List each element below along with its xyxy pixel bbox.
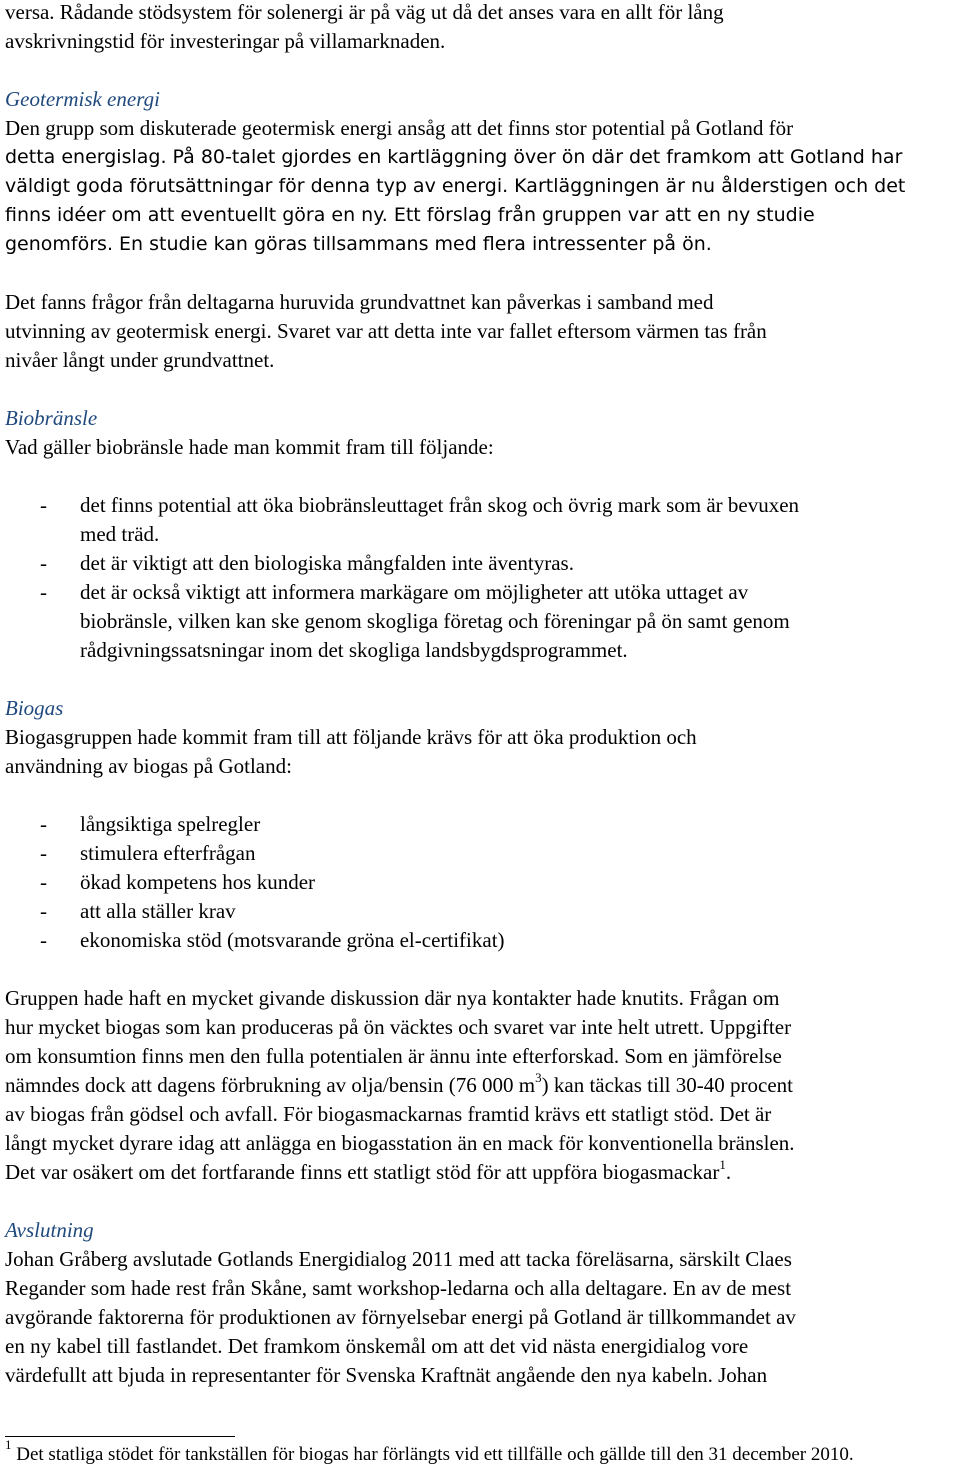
biogas-intro-line-1: Biogasgruppen hade kommit fram till att följande krävs för att öka produktion och — [5, 725, 697, 749]
document-page — [5, 0, 957, 1390]
heading-geotermisk: Geotermisk energi — [5, 87, 160, 111]
list-item-text: med träd. — [80, 522, 160, 546]
biogas-intro-line-2: användning av biogas på Gotland: — [5, 754, 292, 778]
footnote-reference[interactable]: 1 — [719, 1157, 726, 1172]
intro-line-1: versa. Rådande stödsystem för solenergi är på väg ut då det anses vara en allt för lång — [5, 0, 724, 24]
heading-biogas: Biogas — [5, 696, 64, 720]
biogas-p-line-1: Gruppen hade haft en mycket givande diskussion där nya kontakter hade knutits. Frågan om — [5, 986, 780, 1010]
list-dash: - — [40, 841, 47, 865]
list-item — [5, 549, 957, 578]
list-dash: - — [40, 928, 47, 952]
list-item-text: stimulera efterfrågan — [80, 841, 256, 865]
list-item — [5, 839, 957, 868]
biogas-p-line-7 — [5, 1158, 957, 1187]
heading-biobransle: Biobränsle — [5, 406, 98, 430]
biogas-p-line-3: om konsumtion finns men den fulla potentialen är ännu inte efterforskad. Som en jämförelse — [5, 1044, 782, 1068]
geo-p1-line-1: Den grupp som diskuterade geotermisk energi ansåg att det finns stor potential på Gotland för — [5, 116, 794, 140]
footnote-mark: 1 — [5, 1436, 12, 1452]
avslutning-line-2: Regander som hade rest från Skåne, samt workshop-ledarna och alla deltagare. En av de mest — [5, 1276, 792, 1300]
list-item — [5, 897, 957, 926]
avslutning-line-1: Johan Gråberg avslutade Gotlands Energidialog 2011 med att tacka föreläsarna, särskilt Claes — [5, 1247, 792, 1271]
biogas-p-line-4 — [5, 1071, 957, 1100]
list-item-text: rådgivningssatsningar inom det skogliga landsbygdsprogrammet. — [80, 638, 628, 662]
list-dash: - — [40, 580, 47, 604]
footnote — [5, 1436, 854, 1467]
list-dash: - — [40, 551, 47, 575]
geo-p1-line-2: detta energislag. På 80-talet gjordes en kartläggning över ön där det framkom att Gotland har — [5, 146, 903, 168]
list-dash: - — [40, 899, 47, 923]
list-item-text: det är också viktigt att informera markägare om möjligheter att utöka uttaget av — [80, 580, 749, 604]
list-item-text: att alla ställer krav — [80, 899, 236, 923]
text-segment: Det var osäkert om det fortfarande finns ett statligt stöd för att uppföra biogasmackar — [5, 1160, 720, 1184]
geo-p1-line-5: genomförs. En studie kan göras tillsammans med flera intressenter på ön. — [5, 233, 712, 255]
geo-p1-line-3: väldigt goda förutsättningar för denna typ av energi. Kartläggningen är nu ålderstigen och det — [5, 175, 906, 197]
footnote-separator — [5, 1436, 235, 1437]
avslutning-line-5: värdefullt att bjuda in representanter för Svenska Kraftnät angående den nya kabeln. Johan — [5, 1363, 768, 1387]
geo-p1-line-4: finns idéer om att eventuellt göra en ny. Ett förslag från gruppen var att en ny studie — [5, 204, 815, 226]
heading-avslutning: Avslutning — [5, 1218, 94, 1242]
list-item-text: det finns potential att öka biobränsleuttaget från skog och övrig mark som är bevuxen — [80, 493, 800, 517]
list-item — [5, 926, 957, 955]
text-segment: ) kan täckas till 30-40 procent — [541, 1073, 793, 1097]
text-segment: nämndes dock att dagens förbrukning av olja/bensin (76 000 m — [5, 1073, 536, 1097]
avslutning-line-3: avgörande faktorerna för produktionen av förnyelsebar energi på Gotland är tillkommandet av — [5, 1305, 796, 1329]
list-item-text: ekonomiska stöd (motsvarande gröna el-certifikat) — [80, 928, 505, 952]
list-item-text: det är viktigt att den biologiska mångfalden inte äventyras. — [80, 551, 574, 575]
avslutning-line-4: en ny kabel till fastlandet. Det framkom önskemål om att det vid nästa energidialog vore — [5, 1334, 749, 1358]
intro-line-2: avskrivningstid för investeringar på villamarknaden. — [5, 29, 446, 53]
text-segment: . — [725, 1160, 732, 1184]
list-item-text: långsiktiga spelregler — [80, 812, 261, 836]
list-dash: - — [40, 870, 47, 894]
geo-p2-line-1: Det fanns frågor från deltagarna huruvida grundvattnet kan påverkas i samband med — [5, 290, 714, 314]
list-item — [5, 868, 957, 897]
bio-intro: Vad gäller biobränsle hade man kommit fram till följande: — [5, 435, 494, 459]
list-item-text: ökad kompetens hos kunder — [80, 870, 316, 894]
superscript: 3 — [535, 1070, 542, 1085]
geo-p2-line-2: utvinning av geotermisk energi. Svaret var att detta inte var fallet eftersom värmen tas från — [5, 319, 767, 343]
list-item — [5, 810, 957, 839]
biogas-p-line-5: av biogas från gödsel och avfall. För biogasmackarnas framtid krävs ett statligt stöd. Det är — [5, 1102, 772, 1126]
biogas-p-line-2: hur mycket biogas som kan produceras på ön väcktes och svaret var inte helt utrett. Uppgifter — [5, 1015, 792, 1039]
geo-p2-line-3: nivåer långt under grundvattnet. — [5, 348, 275, 372]
list-item — [5, 578, 957, 665]
list-dash: - — [40, 812, 47, 836]
footnote-text: Det statliga stödet för tankställen för biogas har förlängts vid ett tillfälle och gällde till den 31 december 2010. — [11, 1444, 854, 1465]
list-item — [5, 491, 957, 549]
biogas-p-line-6: långt mycket dyrare idag att anlägga en biogasstation än en mack för konventionella bränslen. — [5, 1131, 795, 1155]
list-dash: - — [40, 493, 47, 517]
list-item-text: biobränsle, vilken kan ske genom skogliga företag och föreningar på ön samt genom — [80, 609, 790, 633]
